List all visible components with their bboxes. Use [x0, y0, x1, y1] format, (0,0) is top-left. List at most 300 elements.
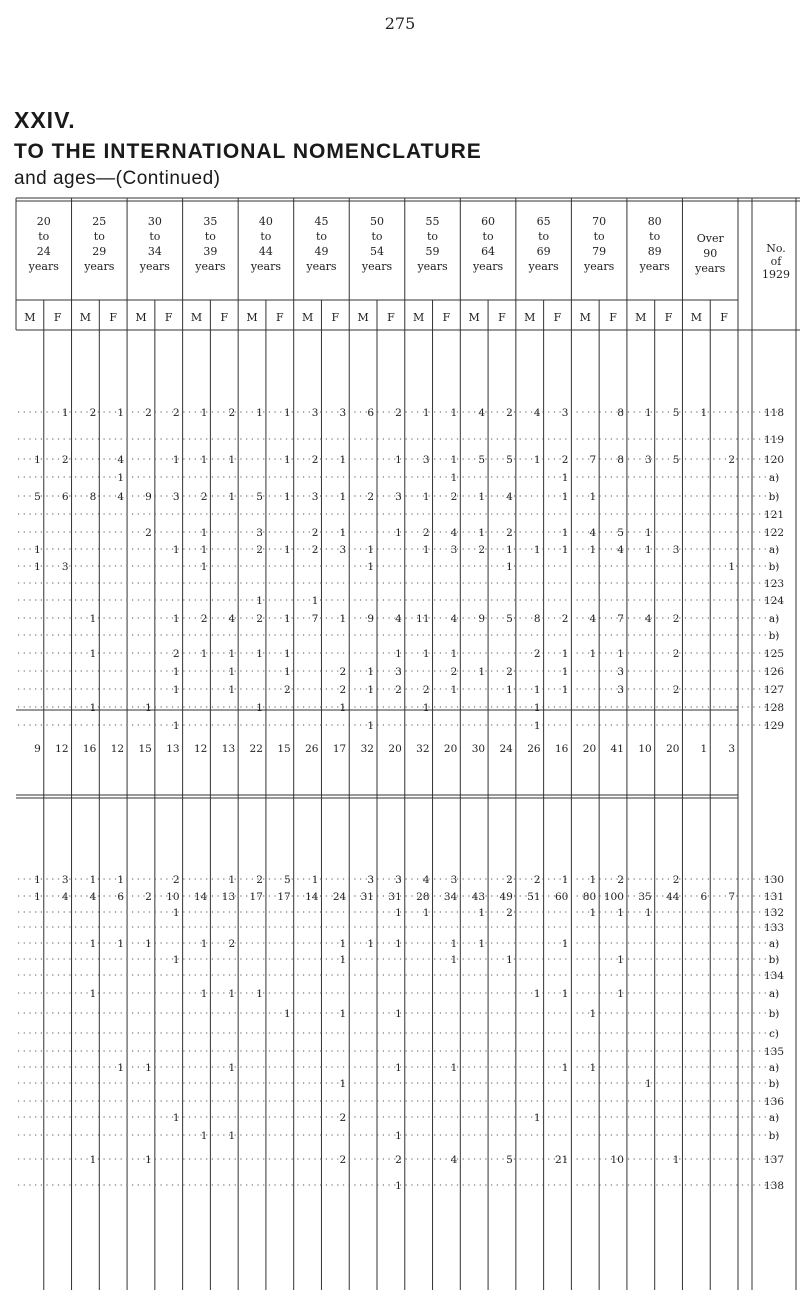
section1-row-cell: 1 — [172, 454, 180, 466]
age-group-header: years — [695, 262, 726, 275]
section1-row-cell: 1 — [533, 720, 541, 732]
section1-row-cell: 2 — [672, 648, 680, 660]
section1-row-cell: 1 — [533, 454, 541, 466]
section1-row-cell: 1 — [478, 666, 486, 678]
section1-row-cell: 4 — [228, 613, 236, 625]
section1-row-cell: 2 — [200, 491, 208, 503]
section2-row-cell: 1 — [478, 907, 486, 919]
sex-label: F — [53, 311, 62, 324]
section1-row-cell: 1 — [367, 720, 374, 732]
section1-row-cell: 3 — [450, 544, 458, 556]
total-cell: 15 — [277, 743, 291, 755]
section2-row-cell: 1 — [89, 938, 97, 950]
section2-row-cell: 7 — [728, 891, 735, 903]
sex-label: F — [387, 311, 395, 324]
age-group-header: years — [472, 260, 504, 273]
section1-row-cell: 1 — [172, 613, 180, 625]
row-number: 118 — [763, 407, 785, 419]
section1-row-cell: 1 — [450, 454, 458, 466]
section1-row-cell: 1 — [311, 595, 319, 607]
section2-row-cell: 17 — [249, 891, 263, 903]
row-number: 128 — [763, 702, 785, 714]
age-group-header: years — [639, 260, 670, 273]
section1-row-cell: 1 — [728, 561, 735, 573]
row-number: 120 — [763, 454, 785, 466]
age-group-header: years — [28, 260, 59, 273]
section1-row-cell: 5 — [672, 454, 680, 466]
section1-row-cell: 2 — [533, 648, 541, 660]
section2-row-cell: 1 — [172, 907, 180, 919]
age-group-header: 40 — [258, 215, 273, 228]
sex-label: M — [524, 311, 536, 324]
table-header — [24, 215, 790, 324]
section1-row-cell: 1 — [256, 595, 263, 607]
total-cell: 9 — [34, 743, 41, 755]
section1-row-cell: 1 — [339, 527, 347, 539]
section2-row-cell: 1 — [339, 1078, 347, 1090]
section2-row-cell: 5 — [506, 1154, 513, 1166]
section2-row-cell: 2 — [395, 1154, 402, 1166]
section1-row-cell: 1 — [228, 491, 236, 503]
section2-row-cell: 4 — [61, 891, 69, 903]
section1-row-cell: 4 — [589, 527, 597, 539]
row-number: 126 — [763, 666, 785, 678]
section1-row-cell: 1 — [228, 648, 236, 660]
total-cell: 20 — [666, 743, 680, 755]
section1-row-cell: 2 — [367, 491, 374, 503]
section1-row-cell: 1 — [61, 407, 69, 419]
age-group-header: years — [361, 260, 393, 273]
section1-row-cell: 2 — [339, 684, 347, 696]
section1-row-cell: 7 — [589, 454, 597, 466]
section1-row-cell: 8 — [617, 454, 624, 466]
total-cell: 17 — [332, 743, 347, 755]
section2-row-cell: 1 — [561, 988, 569, 1000]
section2-row-cell: 1 — [450, 938, 458, 950]
section1-row-cell: 3 — [311, 491, 319, 503]
section1-row-cell: 2 — [672, 613, 680, 625]
section1-row-cell: 4 — [450, 613, 458, 625]
age-group-header: 69 — [536, 245, 551, 258]
total-cell: 20 — [443, 743, 458, 755]
row-number: 135 — [763, 1046, 785, 1058]
section2-row-cell: 1 — [533, 988, 541, 1000]
section1-row-cell: 1 — [172, 684, 180, 696]
row-number: b) — [768, 1130, 780, 1142]
section1-row-cell: 9 — [145, 491, 152, 503]
section1-row-cell: 1 — [284, 491, 291, 503]
section2-row-cell: 1 — [145, 1154, 152, 1166]
total-cell: 15 — [138, 743, 152, 755]
section2-row-cell: 6 — [700, 891, 708, 903]
page-title: TO THE INTERNATIONAL NOMENCLATURE — [14, 140, 482, 163]
section2-row-cell: 1 — [89, 874, 97, 886]
age-group-header: 54 — [370, 245, 384, 258]
age-group-header: Over — [696, 232, 724, 245]
section1-row-cell: 4 — [117, 454, 125, 466]
section2-row-cell: 1 — [339, 938, 347, 950]
section1-row-cell: 5 — [617, 527, 624, 539]
section2-row-cell: 17 — [277, 891, 291, 903]
age-group-header: years — [250, 260, 282, 273]
section-number: XXIV. — [14, 107, 76, 133]
section2-row-cell: 43 — [471, 891, 486, 903]
section1-row-cell: 1 — [450, 407, 458, 419]
section2-row-cell: 2 — [256, 874, 263, 886]
age-group-header: 59 — [425, 245, 440, 258]
age-group-header: 79 — [592, 245, 607, 258]
section1-row-cell: 5 — [672, 407, 680, 419]
total-cell: 32 — [360, 743, 374, 755]
sex-label: F — [109, 311, 118, 324]
section1-row-cell: 1 — [34, 454, 41, 466]
age-group-header: years — [528, 260, 559, 273]
sex-label: M — [468, 311, 480, 324]
section2-row-cell: 2 — [339, 1154, 347, 1166]
section1-row-cell: 1 — [589, 491, 597, 503]
age-group-header: 34 — [147, 245, 162, 258]
section1-row-cell: 1 — [200, 648, 208, 660]
age-group-header: to — [593, 230, 605, 243]
section1-row-cell: 1 — [117, 407, 125, 419]
row-number: b) — [768, 630, 780, 642]
sex-label: M — [301, 311, 314, 324]
section1-row-cell: 1 — [645, 527, 652, 539]
section2-row-cell: 31 — [360, 891, 374, 903]
row-number: 137 — [763, 1154, 785, 1166]
page-number: 275 — [384, 14, 416, 33]
section1-row-cell: 2 — [228, 407, 236, 419]
section1-row-cell: 1 — [34, 561, 41, 573]
section1-row-cell: 2 — [200, 613, 208, 625]
section2-row-cell: 13 — [221, 891, 236, 903]
age-group-header: years — [139, 260, 170, 273]
section1-row-cell: 2 — [450, 491, 458, 503]
sex-label: M — [635, 311, 647, 324]
age-group-header: 44 — [258, 245, 273, 258]
page-subtitle: and ages—(Continued) — [14, 168, 221, 189]
age-group-header: 30 — [147, 215, 162, 228]
age-group-header: to — [315, 230, 327, 243]
section1-row-cell: 1 — [422, 648, 430, 660]
section1-row-cell: 1 — [228, 666, 236, 678]
section1-row-cell: 6 — [367, 407, 374, 419]
section2-row-cell: 3 — [367, 874, 374, 886]
section2-row-cell: 1 — [395, 938, 402, 950]
section1-row-cell: 1 — [200, 527, 208, 539]
section1-row-cell: 2 — [256, 544, 263, 556]
section2-row-cell: 1 — [34, 874, 41, 886]
section1-row-cell: 8 — [533, 613, 541, 625]
row-number: 132 — [763, 907, 785, 919]
section1-row-cell: 1 — [367, 666, 374, 678]
section2-row-cell: 6 — [117, 891, 125, 903]
section1-row-cell: 1 — [284, 454, 291, 466]
section1-row-cell: 2 — [311, 527, 319, 539]
section1-row-cell: 1 — [561, 684, 569, 696]
section1-row-cell: 1 — [450, 684, 458, 696]
section2-row-cell: 10 — [166, 891, 180, 903]
age-group-header: 29 — [92, 245, 107, 258]
sex-label: F — [442, 311, 451, 324]
section1-row-cell: 3 — [617, 684, 624, 696]
section2-row-cell: 2 — [145, 891, 152, 903]
section1-row-cell: 1 — [200, 407, 208, 419]
section2-row-cell: 1 — [672, 1154, 680, 1166]
age-group-header: 50 — [370, 215, 384, 228]
section2-row-cell: 14 — [305, 891, 319, 903]
age-group-header: 89 — [647, 245, 662, 258]
section1-row-cell: 1 — [284, 544, 291, 556]
section1-row-cell: 8 — [89, 491, 97, 503]
section1-row-cell: 4 — [478, 407, 486, 419]
section2-row-cell: 1 — [311, 874, 319, 886]
sex-label: M — [690, 311, 702, 324]
section1-row-cell: 1 — [172, 720, 180, 732]
section1-row-cell: 1 — [284, 648, 291, 660]
section1-row-cell: 1 — [589, 544, 597, 556]
section1-row-cell: 1 — [89, 613, 97, 625]
section2-row-cell: 1 — [617, 907, 624, 919]
section1-row-cell: 9 — [367, 613, 374, 625]
section2-row-cell: 60 — [555, 891, 569, 903]
section1-row-cell: 2 — [728, 454, 735, 466]
section1-row-cell: 1 — [34, 544, 41, 556]
age-group-header: 60 — [481, 215, 496, 228]
section1-row-cell: 1 — [478, 527, 486, 539]
section1-row-cell: 1 — [450, 648, 458, 660]
total-cell: 26 — [305, 743, 319, 755]
age-group-header: years — [195, 260, 226, 273]
section1-row-cell: 8 — [617, 407, 624, 419]
section1-row-cell: 1 — [533, 684, 541, 696]
total-cell: 41 — [610, 743, 624, 755]
section1-row-cell: 1 — [200, 561, 208, 573]
age-group-header: to — [538, 230, 550, 243]
section1-row-cell: 1 — [117, 472, 125, 484]
sex-label: F — [331, 311, 340, 324]
section1-row-cell: 1 — [89, 648, 97, 660]
row-number: a) — [768, 613, 780, 625]
section1-row-cell: 4 — [395, 613, 402, 625]
age-group-header: to — [371, 230, 383, 243]
section1-row-cell: 3 — [561, 407, 569, 419]
section1-row-cell: 3 — [311, 407, 319, 419]
total-cell: 16 — [555, 743, 569, 755]
age-group-header: 39 — [203, 245, 218, 258]
section1-row-cell: 1 — [367, 684, 374, 696]
section1-row-cell: 2 — [450, 666, 458, 678]
age-group-header: years — [417, 260, 448, 273]
sex-label: F — [220, 311, 229, 324]
section1-row-cell: 4 — [450, 527, 458, 539]
section1-row-cell: 1 — [89, 702, 97, 714]
total-cell: 13 — [166, 743, 180, 755]
row-number: c) — [769, 1028, 779, 1040]
section2-row-cell: 2 — [506, 874, 513, 886]
section2-row-cell: 1 — [645, 1078, 652, 1090]
age-group-header: 45 — [314, 215, 329, 228]
section1-row-cell: 1 — [284, 613, 291, 625]
section1-row-cell: 4 — [617, 544, 624, 556]
sex-label: M — [413, 311, 425, 324]
section2-row-cell: 2 — [172, 874, 180, 886]
row-number: b) — [768, 561, 780, 573]
section1-row-cell: 1 — [284, 666, 291, 678]
section2-row-cell: 2 — [672, 874, 680, 886]
row-number: 122 — [763, 527, 785, 539]
sex-label: F — [498, 311, 506, 324]
total-cell: 12 — [110, 743, 125, 755]
total-cell: 20 — [388, 743, 402, 755]
section2-row-cell: 2 — [339, 1112, 347, 1124]
section1-row-cell: 2 — [561, 454, 569, 466]
section2-row-cell: 3 — [450, 874, 458, 886]
sex-label: F — [164, 311, 173, 324]
sex-label: M — [79, 311, 92, 324]
section2-row-cell: 1 — [228, 1062, 236, 1074]
section1-row-cell: 1 — [561, 491, 569, 503]
section1-row-cell: 2 — [561, 613, 569, 625]
sex-label: F — [553, 311, 562, 324]
section2-row-cell: 1 — [145, 1062, 152, 1074]
section1-row-cell: 1 — [561, 544, 569, 556]
section2-row-cell: 1 — [645, 907, 652, 919]
section1-row-cell: 2 — [395, 407, 402, 419]
section1-row-cell: 1 — [422, 544, 430, 556]
section2-row-cell: 3 — [61, 874, 69, 886]
section1-row-cell: 2 — [145, 407, 152, 419]
section1-row-cell: 4 — [533, 407, 541, 419]
row-number: 121 — [763, 509, 785, 521]
section1-row-cell: 2 — [422, 684, 430, 696]
section2-row-cell: 1 — [200, 938, 208, 950]
age-group-header: 80 — [647, 215, 662, 228]
section1-row-cell: 2 — [311, 454, 319, 466]
section2-row-cell: 1 — [34, 891, 41, 903]
section1-row-cell: 2 — [672, 684, 680, 696]
section1-row-cell: 3 — [395, 491, 402, 503]
section1-row-cell: 3 — [61, 561, 69, 573]
section2-row-cell: 1 — [117, 938, 125, 950]
section1-row-cell: 1 — [561, 472, 569, 484]
section1-row-cell: 2 — [506, 407, 513, 419]
table-cells — [34, 407, 784, 1192]
row-number: 125 — [763, 648, 785, 660]
age-group-header: years — [84, 260, 115, 273]
section1-row-cell: 4 — [506, 491, 513, 503]
section1-row-cell: 1 — [645, 407, 652, 419]
section1-row-cell: 1 — [200, 454, 208, 466]
section2-row-cell: 1 — [367, 938, 374, 950]
section1-row-cell: 3 — [422, 454, 430, 466]
section1-row-cell: 1 — [645, 544, 652, 556]
age-group-header: to — [149, 230, 161, 243]
section1-row-cell: 1 — [700, 407, 708, 419]
sex-label: M — [246, 311, 258, 324]
section1-row-cell: 7 — [617, 613, 624, 625]
number-header: 1929 — [762, 268, 790, 281]
sex-label: M — [579, 311, 591, 324]
section1-row-cell: 1 — [395, 454, 402, 466]
row-number: a) — [768, 544, 780, 556]
section2-row-cell: 1 — [228, 874, 236, 886]
section2-row-cell: 1 — [506, 954, 513, 966]
age-group-header: 49 — [314, 245, 329, 258]
section1-row-cell: 1 — [172, 544, 180, 556]
section1-row-cell: 11 — [416, 613, 430, 625]
section1-row-cell: 1 — [367, 561, 374, 573]
section2-row-cell: 1 — [395, 1062, 402, 1074]
section1-row-cell: 2 — [339, 666, 347, 678]
section1-row-cell: 2 — [478, 544, 486, 556]
section1-row-cell: 1 — [617, 648, 624, 660]
row-number: 138 — [763, 1180, 785, 1192]
section1-row-cell: 3 — [395, 666, 402, 678]
total-cell: 13 — [221, 743, 236, 755]
section2-row-cell: 10 — [610, 1154, 624, 1166]
section1-row-cell: 1 — [561, 648, 569, 660]
sex-label: M — [24, 311, 36, 324]
section1-row-cell: 1 — [506, 561, 513, 573]
row-number: 136 — [763, 1096, 785, 1108]
section2-row-cell: 1 — [450, 1062, 458, 1074]
row-number: b) — [768, 491, 780, 503]
age-group-header: 24 — [36, 245, 51, 258]
section1-row-cell: 1 — [145, 702, 152, 714]
age-group-header: 90 — [703, 247, 718, 260]
total-cell: 12 — [55, 743, 69, 755]
section2-row-cell: 28 — [416, 891, 430, 903]
section1-row-cell: 1 — [339, 613, 347, 625]
section1-row-cell: 1 — [533, 544, 541, 556]
sex-label: F — [664, 311, 673, 324]
section1-row-cell: 1 — [422, 491, 430, 503]
row-number: b) — [768, 1008, 780, 1020]
section1-row-cell: 5 — [506, 613, 513, 625]
section2-row-cell: 1 — [228, 1130, 236, 1142]
section1-row-cell: 2 — [422, 527, 430, 539]
section1-row-cell: 2 — [172, 407, 180, 419]
total-cell: 1 — [700, 743, 708, 755]
section1-row-cell: 1 — [228, 684, 236, 696]
section2-row-cell: 1 — [200, 988, 208, 1000]
row-number: 133 — [763, 922, 785, 934]
section1-row-cell: 3 — [672, 544, 680, 556]
section2-row-cell: 2 — [506, 907, 513, 919]
section2-row-cell: 44 — [666, 891, 680, 903]
section1-row-cell: 1 — [561, 666, 569, 678]
section1-row-cell: 1 — [200, 544, 208, 556]
age-group-header: to — [93, 230, 105, 243]
section1-row-cell: 1 — [561, 527, 569, 539]
section2-row-cell: 14 — [194, 891, 208, 903]
section2-row-cell: 1 — [533, 1112, 541, 1124]
section2-row-cell: 1 — [172, 954, 180, 966]
section1-row-cell: 2 — [61, 454, 69, 466]
section2-row-cell: 1 — [617, 988, 624, 1000]
section1-row-cell: 1 — [339, 702, 347, 714]
section1-row-cell: 5 — [256, 491, 263, 503]
section1-row-cell: 1 — [478, 491, 486, 503]
row-number: 131 — [763, 891, 785, 903]
section1-row-cell: 1 — [172, 666, 180, 678]
row-number: 130 — [763, 874, 785, 886]
section2-row-cell: 4 — [450, 1154, 458, 1166]
row-number: b) — [768, 954, 780, 966]
section1-row-cell: 2 — [311, 544, 319, 556]
section1-row-cell: 1 — [422, 702, 430, 714]
